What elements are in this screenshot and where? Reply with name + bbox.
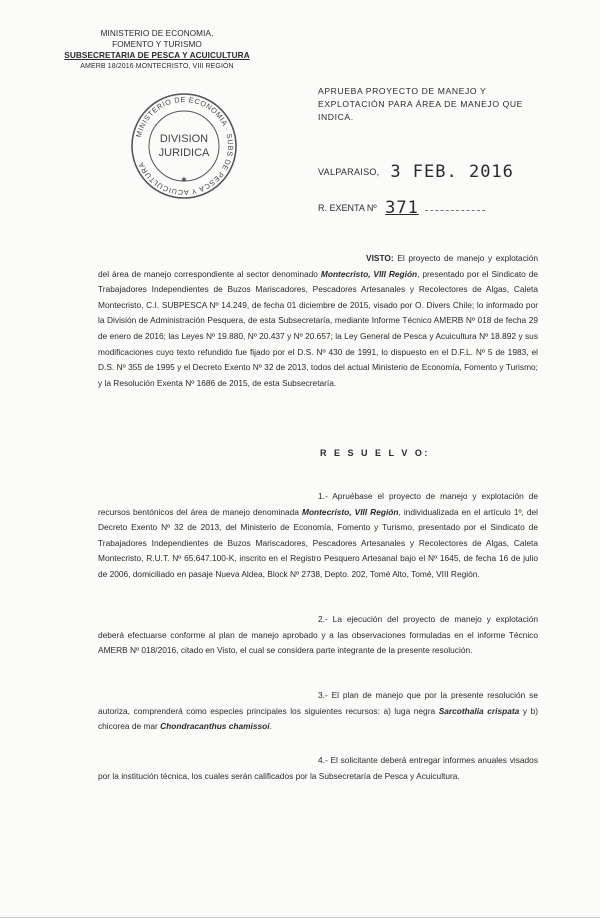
letterhead-subsecretaria: SUBSECRETARIA DE PESCA Y ACUICULTURA [64,51,250,60]
date-label: VALPARAISO, [318,167,380,177]
item-1-text-a: 1.- Apruébase el proyecto de manejo y explotación de recursos bentónicos del área de manejo denominada [98,491,538,517]
item-3-species-1: Sarcothalia crispata [438,705,520,716]
resolution-line [318,196,485,216]
visto-sector: Montecristo, VIII Región [320,268,418,279]
item-3-text-b: y b) chicorea de mar [98,705,538,732]
stamp-center-line2: JURIDICA [158,147,210,159]
letterhead [62,28,252,72]
visto-paragraph [98,251,538,391]
item-1-text-b: , individualizada en el artículo 1º, del Decreto Exento Nº 32 de 2013, del Ministerio de Economía, Fomento y Turismo, presentado por el Sindicato de Trabajadores Independientes de Buzos Mariscadores, Pescadores Artesanales y Recolectores de Algas, Caleta Montecristo, R.U.T. Nº 65.647.100-K, inscrito en el Registro Pesquero Artesanal bajo el Nº 1645, de fecha 16 de julio de 2006, domiciliado en pasaje Nueva Aldea, Block Nº 2738, Depto. 202, Tomé Alto, Tomé, VIII Región. [98,506,538,579]
resolution-number: 371 [385,198,419,218]
stamp-ring-text: MINISTERIO DE ECONOMIA · SUBS DE PESCA Y ACUICULTURA [133,94,236,198]
item-1-paragraph [98,489,538,583]
resolution-label: R. EXENTA Nº [318,203,377,213]
item-3-text-a: 3.- El plan de manejo que por la presente resolución se autoriza, comprenderá como especies principales los siguientes recursos: a) luga negra [98,690,538,716]
visto-text-a: El proyecto de manejo y explotación del área de manejo correspondiente al sector denominado [98,253,538,279]
document-subject: APRUEBA PROYECTO DE MANEJO Y EXPLOTACIÓN PARA ÁREA DE MANEJO QUE INDICA. [318,86,524,122]
item-2-paragraph: 2.- La ejecución del proyecto de manejo y explotación deberá efectuarse conforme al plan de manejo aprobado y a las observaciones formuladas en el informe Técnico AMERB Nº 018/2016, citado en Visto, el cual se considera parte integrante de la presente resolución. [98,614,538,656]
item-1-sector: Montecristo, VIII Región [302,506,399,517]
item-3-paragraph [98,688,538,735]
resolution-underline [425,210,485,211]
stamp-center-line1: DIVISION [159,133,209,145]
item-3-species-2: Chondracanthus chamissoi [160,721,270,732]
star-icon: ★ [180,175,188,184]
letterhead-ministry-2: FOMENTO Y TURISMO [112,40,202,49]
visto-label: VISTO: [366,253,394,263]
date-value: 3 FEB. 2016 [390,162,514,182]
letterhead-reference: AMERB 18/2016 MONTECRISTO, VIII REGIÓN [80,63,234,70]
date-line [318,160,514,180]
item-4-paragraph: 4.- El solicitante deberá entregar informes anuales visados por la institución técnica, los cuales serán calificados por la Subsecretaría de Pesca y Acuicultura. [98,755,538,781]
division-juridica-stamp [128,90,240,202]
letterhead-ministry: MINISTERIO DE ECONOMIA, [100,29,214,38]
visto-text-b: , presentado por el Sindicato de Trabajadores Independientes de Buzos Mariscadores, Pescadores Artesanales y Recolectores de Algas, Caleta Montecristo, C.I. SUBPESCA Nº 14.249, de fecha 01 diciembre de 2015, visado por O. Divers Chile; lo informado por la División de Administración Pesquera, de esta Subsecretaría, mediante Informe Técnico AMERB Nº 018 de fecha 29 de enero de 2016; las Leyes Nº 19.880, Nº 20.437 y Nº 20.657; la Ley General de Pesca y Acuicultura Nº 18.892 y sus modificaciones cuyo texto refundido fue fijado por el D.S. Nº 430 de 1991, lo dispuesto en el D.F.L. Nº 5 de 1983, el D.S. Nº 355 de 1995 y el Decreto Exento Nº 32 de 2013, todos del actual Ministerio de Economía, Fomento y Turismo; y la Resolución Exenta Nº 1686 de 2015, de esta Subsecretaría. [98,268,538,388]
item-3-text-c: . [269,721,272,732]
resuelvo-heading: R E S U E L V O: [320,448,430,458]
